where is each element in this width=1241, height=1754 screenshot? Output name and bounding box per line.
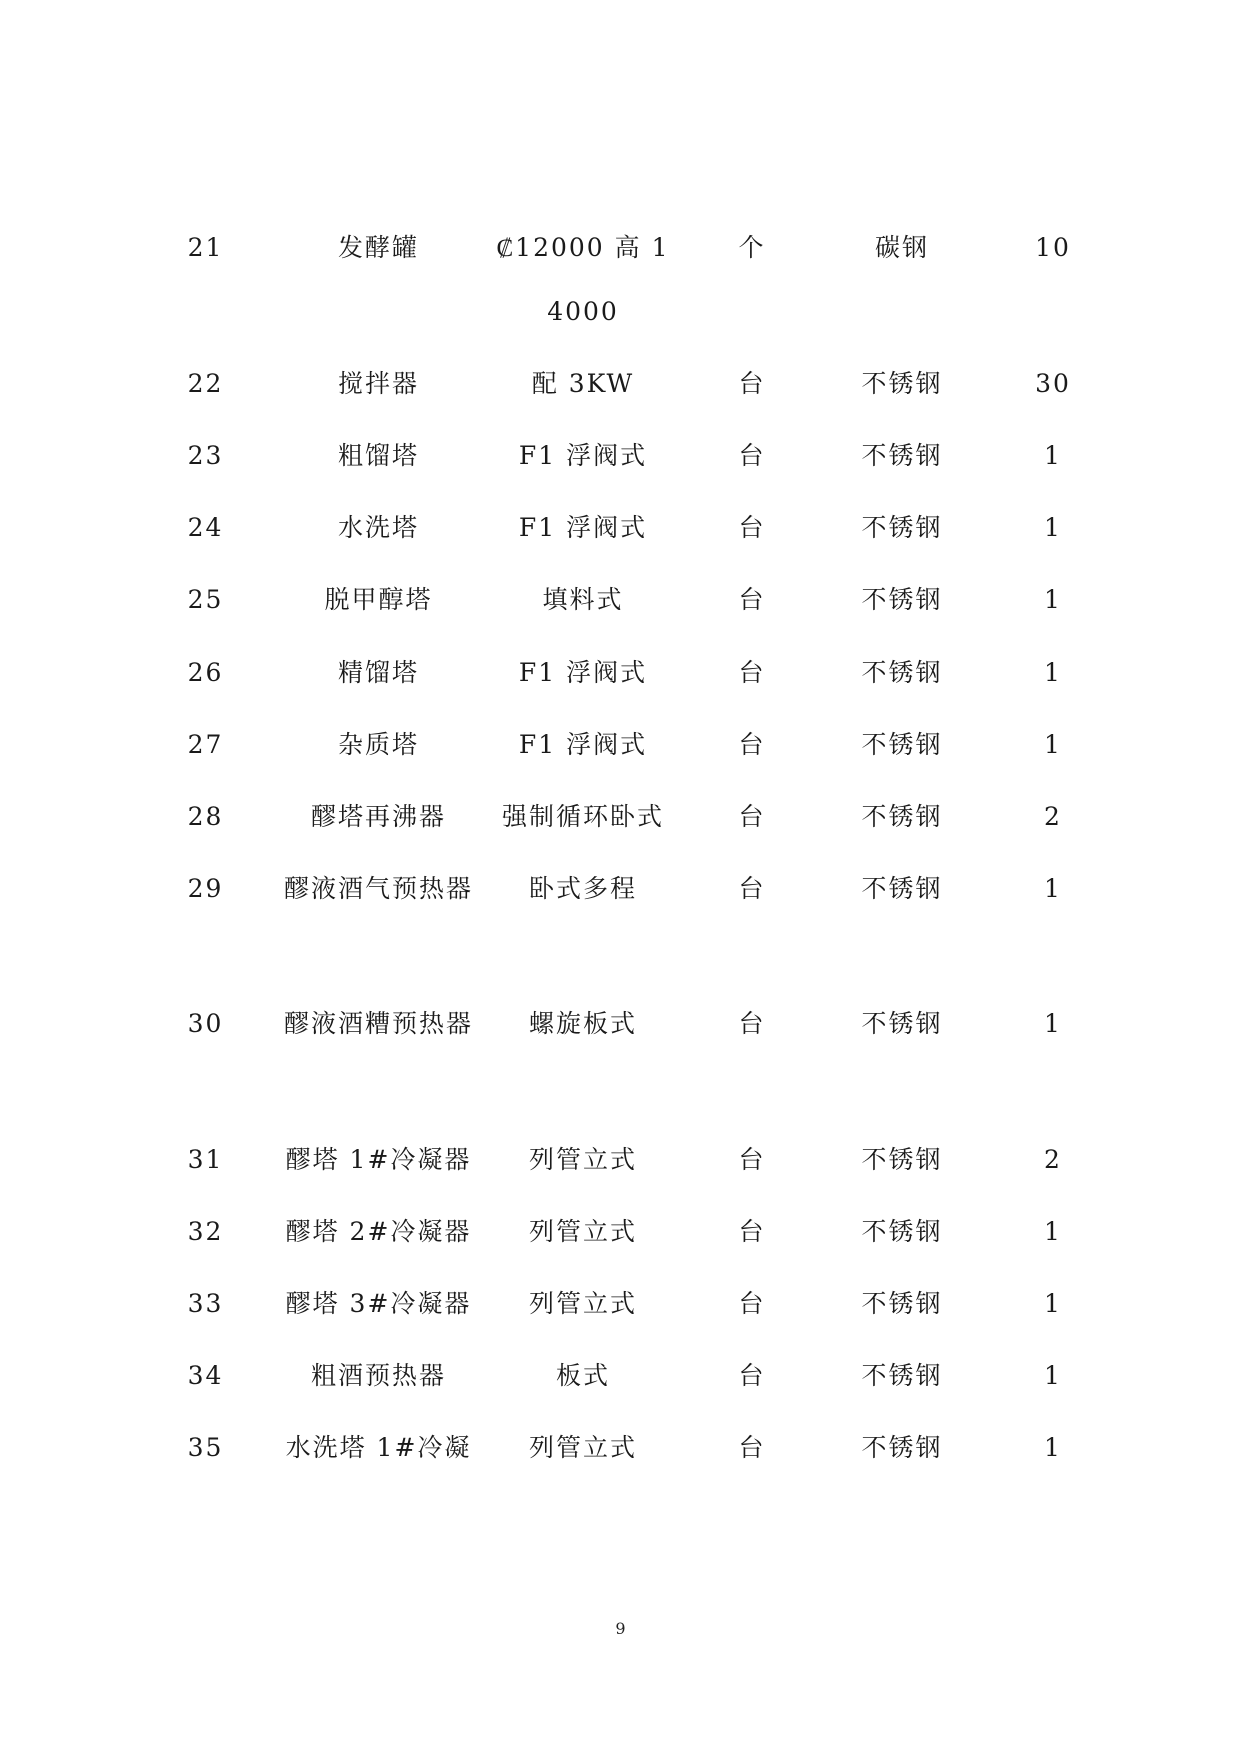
cell-spec-text: 填料式 [542,585,624,614]
cell-qty-text: 30 [1035,369,1071,398]
cell-no [135,211,276,347]
cell-name [276,1267,481,1339]
cell-spec-text: 配 3KW [531,369,635,398]
cell-spec-text: F1 浮阀式 [518,441,648,470]
cell-name-text: 醪塔 3#冷凝器 [285,1289,472,1318]
cell-material [819,347,985,419]
cell-spec [481,1123,685,1195]
table-row [135,491,1121,563]
cell-material-text: 不锈钢 [861,585,943,614]
cell-name-text: 醪塔 2#冷凝器 [285,1217,472,1246]
cell-unit [685,563,819,636]
cell-material [819,419,985,491]
cell-name-text: 粗馏塔 [337,441,419,470]
cell-no-text: 31 [187,1145,224,1174]
cell-no [135,852,276,987]
cell-name [276,987,481,1123]
cell-unit [685,211,819,347]
cell-material-text: 不锈钢 [861,1145,943,1174]
cell-unit-text: 个 [738,233,766,262]
cell-name [276,563,481,636]
cell-material-text: 不锈钢 [861,441,943,470]
cell-qty-text: 1 [1044,874,1062,903]
cell-spec-text: 卧式多程 [528,874,637,903]
cell-no [135,491,276,563]
cell-qty-text: 1 [1044,1433,1062,1462]
cell-unit-text: 台 [738,513,766,542]
cell-unit-text: 台 [738,369,766,398]
cell-no [135,636,276,708]
cell-qty [985,852,1121,987]
cell-material [819,987,985,1123]
cell-unit [685,419,819,491]
cell-material-text: 不锈钢 [861,1289,943,1318]
cell-name [276,347,481,419]
cell-material [819,563,985,636]
cell-no [135,1411,276,1484]
cell-name-text: 脱甲醇塔 [324,585,433,614]
table-row [135,1195,1121,1267]
cell-spec [481,1195,685,1267]
cell-no-text: 24 [187,513,224,542]
cell-qty [985,491,1121,563]
table-row [135,987,1121,1123]
cell-material [819,211,985,347]
cell-unit [685,1123,819,1195]
cell-material-text: 不锈钢 [861,730,943,759]
cell-spec [481,780,685,852]
cell-name [276,1411,481,1484]
cell-no-text: 26 [187,658,224,687]
cell-material [819,708,985,780]
table-row [135,563,1121,636]
cell-material-text: 不锈钢 [861,802,943,831]
cell-no [135,1339,276,1411]
cell-no-text: 25 [187,585,224,614]
cell-material [819,491,985,563]
cell-unit-text: 台 [738,1009,766,1038]
cell-unit-text: 台 [738,658,766,687]
cell-unit [685,708,819,780]
cell-material [819,636,985,708]
cell-unit [685,347,819,419]
cell-spec [481,347,685,419]
equipment-table-body [135,211,1121,1484]
cell-qty-text: 10 [1035,233,1071,262]
cell-qty-text: 1 [1044,513,1062,542]
cell-qty-text: 1 [1044,1009,1062,1038]
cell-unit-text: 台 [738,1433,766,1462]
cell-qty [985,1411,1121,1484]
cell-no [135,1123,276,1195]
cell-qty-text: 1 [1044,730,1062,759]
cell-unit [685,780,819,852]
cell-unit [685,1411,819,1484]
cell-spec-text: 螺旋板式 [528,1009,637,1038]
cell-qty-text: 1 [1044,1361,1062,1390]
cell-no [135,708,276,780]
equipment-table [132,208,1124,1487]
cell-name [276,708,481,780]
cell-material [819,1267,985,1339]
cell-unit-text: 台 [738,802,766,831]
cell-spec-text: 列管立式 [528,1145,637,1174]
cell-no-text: 22 [187,369,224,398]
cell-spec [481,419,685,491]
cell-spec-text: F1 浮阀式 [518,730,648,759]
cell-qty [985,1195,1121,1267]
cell-name-text: 发酵罐 [337,233,419,262]
cell-unit-text: 台 [738,1361,766,1390]
cell-unit [685,1267,819,1339]
cell-spec-text: ₡12000 高 14000 [496,233,670,326]
cell-name-text: 水洗塔 [337,513,419,542]
cell-unit [685,1195,819,1267]
cell-spec-text: F1 浮阀式 [518,513,648,542]
cell-name-text: 水洗塔 1#冷凝 [285,1433,472,1462]
cell-unit-text: 台 [738,874,766,903]
cell-qty [985,708,1121,780]
cell-qty-text: 2 [1044,1145,1062,1174]
cell-qty-text: 1 [1044,1217,1062,1246]
cell-unit [685,987,819,1123]
cell-qty [985,419,1121,491]
cell-name [276,491,481,563]
page-number: 9 [615,1619,626,1638]
cell-no-text: 27 [187,730,224,759]
cell-spec-text: 列管立式 [528,1289,637,1318]
cell-no [135,987,276,1123]
cell-no-text: 33 [187,1289,224,1318]
cell-spec-text: F1 浮阀式 [518,658,648,687]
cell-name-text: 醪液酒糟预热器 [283,1009,473,1038]
cell-unit [685,491,819,563]
table-row [135,419,1121,491]
table-row [135,347,1121,419]
cell-material [819,1411,985,1484]
table-row [135,636,1121,708]
cell-material-text: 不锈钢 [861,1009,943,1038]
cell-qty [985,1339,1121,1411]
cell-qty [985,1267,1121,1339]
cell-name-text: 醪液酒气预热器 [283,874,473,903]
cell-name [276,211,481,347]
cell-name [276,852,481,987]
cell-no-text: 21 [187,233,224,262]
cell-qty [985,780,1121,852]
table-row [135,211,1121,347]
cell-material-text: 不锈钢 [861,513,943,542]
cell-spec-text: 板式 [555,1361,610,1390]
cell-material-text: 不锈钢 [861,1217,943,1246]
cell-name-text: 精馏塔 [337,658,419,687]
cell-name-text: 杂质塔 [337,730,419,759]
cell-name [276,780,481,852]
cell-material [819,852,985,987]
cell-spec [481,563,685,636]
cell-spec-text: 列管立式 [528,1433,637,1462]
cell-no-text: 23 [187,441,224,470]
cell-unit-text: 台 [738,441,766,470]
cell-spec [481,852,685,987]
cell-qty-text: 1 [1044,1289,1062,1318]
cell-name [276,1123,481,1195]
cell-name-text: 醪塔再沸器 [310,802,446,831]
cell-material [819,1339,985,1411]
cell-no-text: 34 [187,1361,224,1390]
table-row [135,1411,1121,1484]
cell-name-text: 醪塔 1#冷凝器 [285,1145,472,1174]
cell-name-text: 粗酒预热器 [310,1361,446,1390]
cell-spec [481,708,685,780]
cell-material [819,780,985,852]
cell-qty-text: 1 [1044,441,1062,470]
cell-qty [985,636,1121,708]
cell-qty-text: 1 [1044,585,1062,614]
cell-name [276,1339,481,1411]
cell-no-text: 28 [187,802,224,831]
cell-unit [685,636,819,708]
table-row [135,1123,1121,1195]
cell-no-text: 30 [187,1009,224,1038]
cell-unit [685,852,819,987]
cell-spec [481,1411,685,1484]
cell-name [276,1195,481,1267]
cell-qty [985,563,1121,636]
cell-qty [985,211,1121,347]
cell-unit [685,1339,819,1411]
cell-no [135,1267,276,1339]
cell-material-text: 碳钢 [874,233,929,262]
cell-no [135,1195,276,1267]
cell-material-text: 不锈钢 [861,874,943,903]
cell-unit-text: 台 [738,585,766,614]
cell-material-text: 不锈钢 [861,658,943,687]
cell-material-text: 不锈钢 [861,369,943,398]
cell-qty [985,987,1121,1123]
cell-spec-text: 列管立式 [528,1217,637,1246]
cell-qty-text: 2 [1044,802,1062,831]
cell-material-text: 不锈钢 [861,1433,943,1462]
table-row [135,1339,1121,1411]
cell-no [135,419,276,491]
cell-material [819,1123,985,1195]
cell-spec [481,211,685,347]
cell-material-text: 不锈钢 [861,1361,943,1390]
cell-qty [985,347,1121,419]
cell-qty-text: 1 [1044,658,1062,687]
table-row [135,708,1121,780]
cell-spec [481,1339,685,1411]
cell-name-text: 搅拌器 [337,369,419,398]
cell-no [135,347,276,419]
cell-no-text: 35 [187,1433,224,1462]
cell-material [819,1195,985,1267]
cell-unit-text: 台 [738,1217,766,1246]
cell-spec [481,1267,685,1339]
cell-spec [481,491,685,563]
cell-name [276,419,481,491]
cell-no-text: 32 [187,1217,224,1246]
table-row [135,1267,1121,1339]
cell-spec-text: 强制循环卧式 [501,802,664,831]
cell-no [135,780,276,852]
table-row [135,852,1121,987]
table-row [135,780,1121,852]
cell-name [276,636,481,708]
cell-no-text: 29 [187,874,224,903]
cell-unit-text: 台 [738,1289,766,1318]
cell-spec [481,636,685,708]
cell-no [135,563,276,636]
cell-spec [481,987,685,1123]
cell-unit-text: 台 [738,1145,766,1174]
cell-unit-text: 台 [738,730,766,759]
cell-qty [985,1123,1121,1195]
